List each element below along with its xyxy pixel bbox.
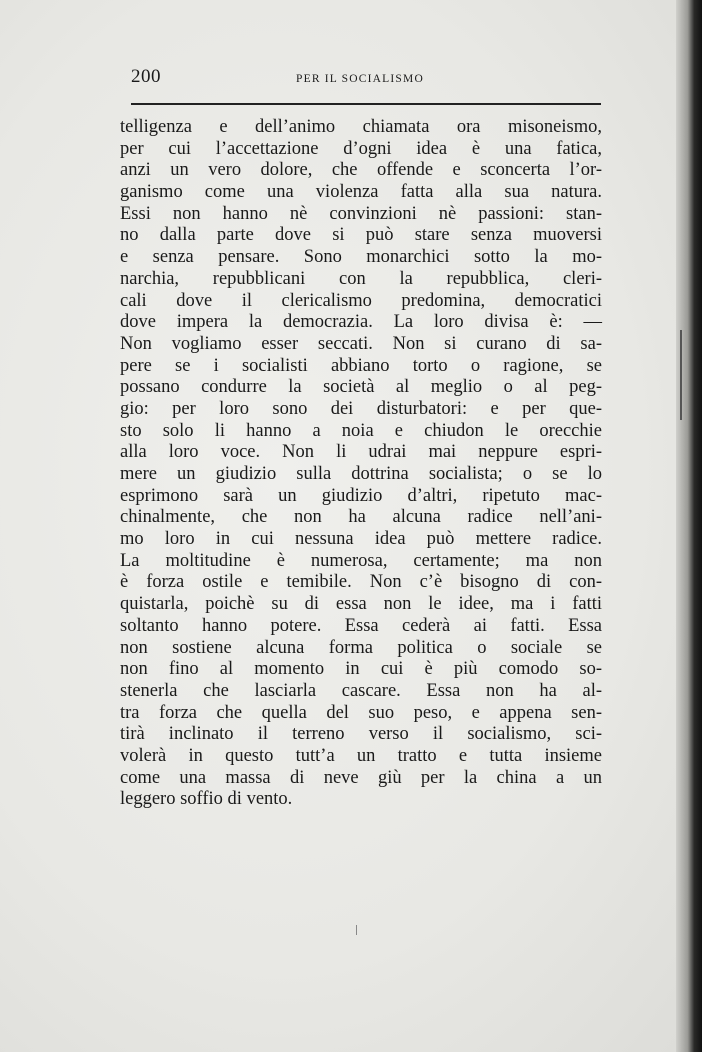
- text-line: e senza pensare. Sono monarchici sotto la mo-: [120, 247, 602, 268]
- text-line: chinalmente, che non ha alcuna radice nell’ani-: [120, 507, 602, 528]
- running-title: PER IL SOCIALISMO: [296, 73, 424, 85]
- text-line: è forza ostile e temibile. Non c’è bisogno di con-: [120, 572, 602, 593]
- text-line: telligenza e dell’animo chiamata ora misoneismo,: [120, 117, 602, 137]
- text-line: stenerla che lasciarla cascare. Essa non ha al-: [120, 680, 602, 701]
- text-line: tirà inclinato il terreno verso il socialismo, sci-: [120, 724, 602, 745]
- page-binding-edge: [676, 0, 702, 1052]
- text-line: Non vogliamo esser seccati. Non si curano di sa-: [120, 333, 602, 354]
- text-line: ganismo come una violenza fatta alla sua natura.: [120, 182, 602, 203]
- text-line: leggero soffio di vento.: [120, 789, 293, 810]
- text-line: anzi un vero dolore, che offende e sconcerta l’or-: [120, 160, 602, 181]
- text-line: gio: per loro sono dei disturbatori: e per que-: [120, 398, 602, 419]
- text-line: soltanto hanno potere. Essa cederà ai fatti. Essa: [120, 615, 602, 636]
- text-line: narchia, repubblicani con la repubblica, cleri-: [120, 268, 602, 289]
- body-text: [120, 117, 602, 811]
- page-number: 200: [131, 66, 161, 87]
- page-header: [131, 66, 601, 90]
- paper-speck: [356, 925, 357, 935]
- header-rule: [131, 103, 601, 105]
- text-line: tra forza che quella del suo peso, e appena sen-: [120, 702, 602, 723]
- text-line: Essi non hanno nè convinzioni nè passioni: stan-: [120, 203, 602, 224]
- text-line: pere se i socialisti abbiano torto o ragione, se: [120, 355, 602, 376]
- text-line: volerà in questo tutt’a un tratto e tutta insieme: [120, 745, 602, 766]
- text-line: come una massa di neve giù per la china a un: [120, 767, 602, 788]
- text-line: quistarla, poichè su di essa non le idee, ma i fatti: [120, 594, 602, 615]
- text-line: possano condurre la società al meglio o al peg-: [120, 377, 602, 398]
- text-line: no dalla parte dove si può stare senza muoversi: [120, 225, 602, 246]
- text-line: esprimono sarà un giudizio d’altri, ripetuto mac-: [120, 485, 602, 506]
- text-line: cali dove il clericalismo predomina, democratici: [120, 290, 602, 311]
- text-line: dove impera la democrazia. La loro divisa è: —: [120, 312, 602, 333]
- text-line: alla loro voce. Non li udrai mai neppure espri-: [120, 442, 602, 463]
- text-line: La moltitudine è numerosa, certamente; ma non: [120, 550, 602, 571]
- text-line: per cui l’accettazione d’ogni idea è una fatica,: [120, 138, 602, 159]
- text-line: mo loro in cui nessuna idea può mettere radice.: [120, 529, 602, 550]
- text-line: mere un giudizio sulla dottrina socialista; o se lo: [120, 464, 602, 484]
- text-line: non sostiene alcuna forma politica o sociale se: [120, 637, 602, 658]
- edge-mark: [680, 330, 682, 420]
- text-line: non fino al momento in cui è più comodo so-: [120, 659, 602, 680]
- text-line: sto solo li hanno a noia e chiudon le orecchie: [120, 420, 602, 441]
